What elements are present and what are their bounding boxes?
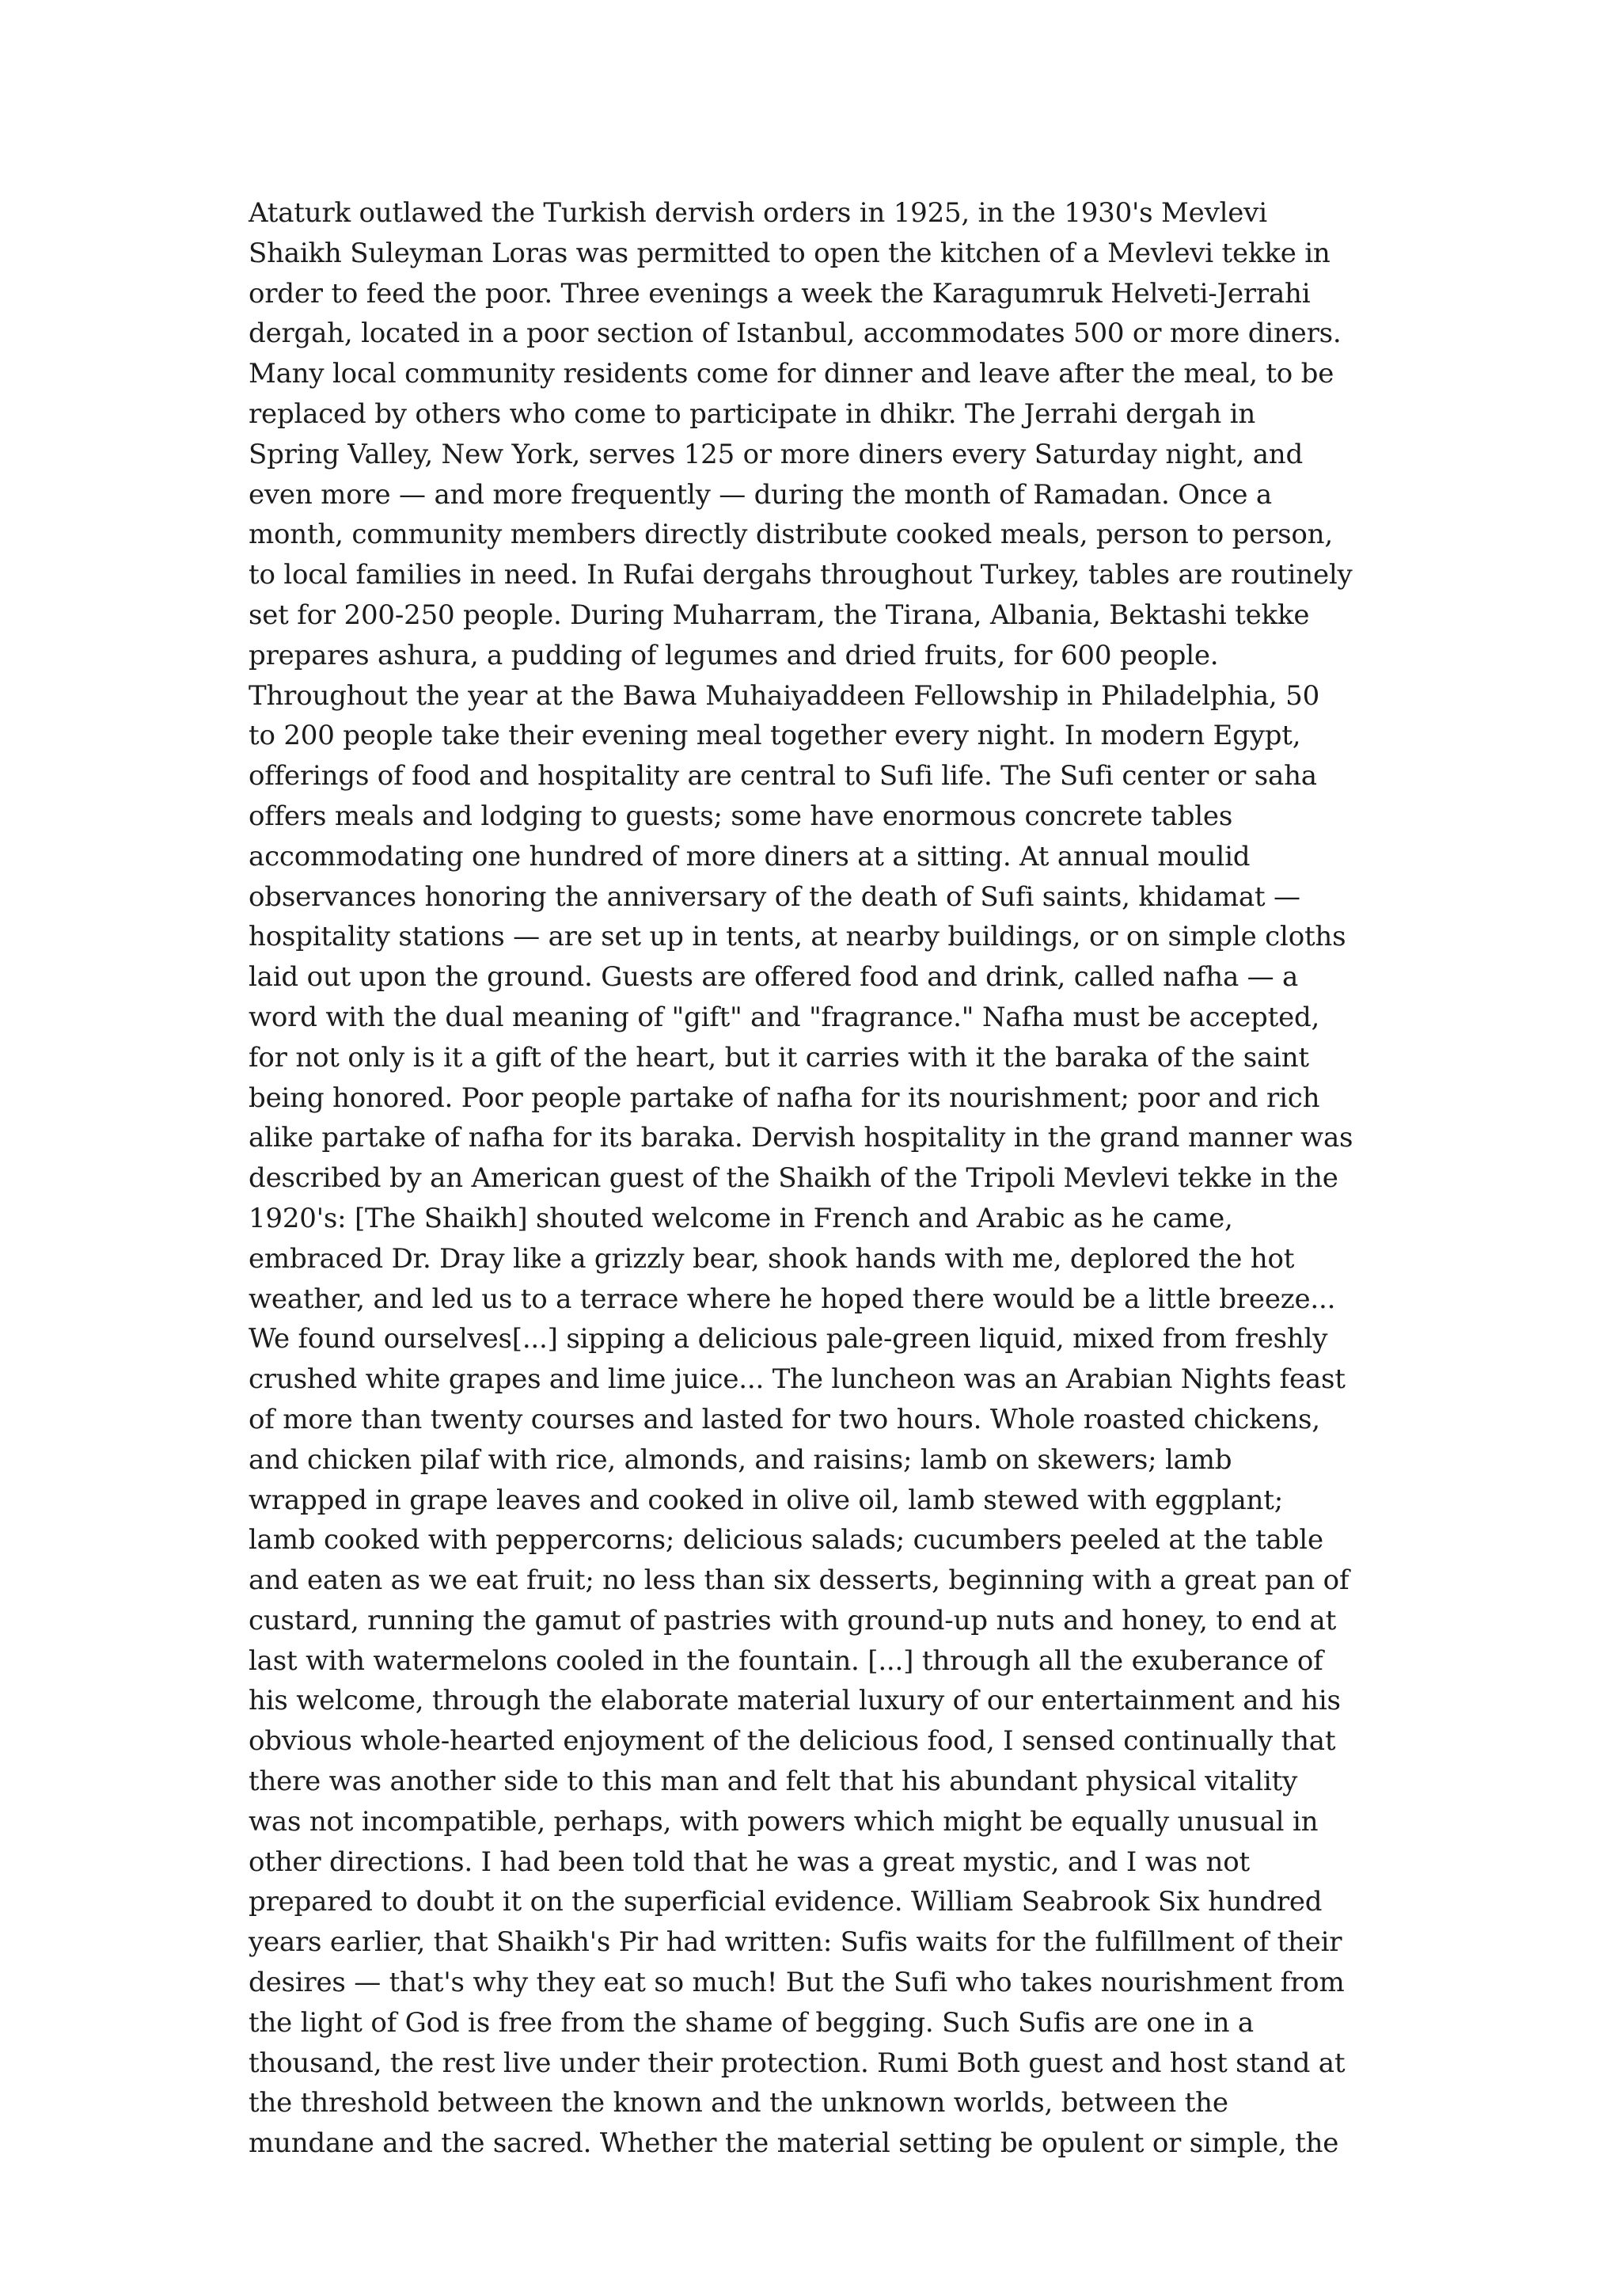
text-line: of more than twenty courses and lasted for two hours. Whole roasted chickens, bbox=[249, 1403, 1320, 1435]
text-line: offers meals and lodging to guests; some have enormous concrete tables bbox=[249, 800, 1233, 832]
text-line: Spring Valley, New York, serves 125 or more diners every Saturday night, and bbox=[249, 438, 1304, 470]
text-line: accommodating one hundred of more diners at a sitting. At annual moulid bbox=[249, 840, 1251, 872]
text-line: dergah, located in a poor section of Istanbul, accommodates 500 or more diners. bbox=[249, 317, 1342, 350]
text-line: Throughout the year at the Bawa Muhaiyaddeen Fellowship in Philadelphia, 50 bbox=[249, 679, 1320, 712]
text-line: observances honoring the anniversary of the death of Sufi saints, khidamat — bbox=[249, 880, 1300, 913]
text-line: alike partake of nafha for its baraka. Dervish hospitality in the grand manner was bbox=[249, 1122, 1353, 1154]
text-line: replaced by others who come to participate in dhikr. The Jerrahi dergah in bbox=[249, 397, 1256, 430]
text-line: Many local community residents come for dinner and leave after the meal, to be bbox=[249, 358, 1334, 390]
text-line: set for 200-250 people. During Muharram, the Tirana, Albania, Bektashi tekke bbox=[249, 599, 1310, 631]
text-line: Ataturk outlawed the Turkish dervish orders in 1925, in the 1930's Mevlevi bbox=[249, 197, 1267, 229]
text-line: described by an American guest of the Shaikh of the Tripoli Mevlevi tekke in the bbox=[249, 1162, 1338, 1195]
text-line: month, community members directly distribute cooked meals, person to person, bbox=[249, 519, 1333, 551]
text-line: crushed white grapes and lime juice... The luncheon was an Arabian Nights feast bbox=[249, 1363, 1346, 1396]
text-line: last with watermelons cooled in the fountain. [...] through all the exuberance of bbox=[249, 1644, 1323, 1677]
text-line: and eaten as we eat fruit; no less than six desserts, beginning with a great pan of bbox=[249, 1564, 1350, 1597]
text-line: embraced Dr. Dray like a grizzly bear, shook hands with me, deplored the hot bbox=[249, 1242, 1295, 1275]
text-line: mundane and the sacred. Whether the material setting be opulent or simple, the bbox=[249, 2127, 1339, 2160]
text-line: We found ourselves[...] sipping a delicious pale-green liquid, mixed from freshly bbox=[249, 1323, 1328, 1355]
text-line: laid out upon the ground. Guests are offered food and drink, called nafha — a bbox=[249, 961, 1299, 994]
text-line: there was another side to this man and felt that his abundant physical vitality bbox=[249, 1766, 1298, 1798]
text-line: thousand, the rest live under their protection. Rumi Both guest and host stand at bbox=[249, 2047, 1346, 2079]
text-line: desires — that's why they eat so much! But the Sufi who takes nourishment from bbox=[249, 1967, 1345, 1999]
text-line: weather, and led us to a terrace where he hoped there would be a little breeze... bbox=[249, 1283, 1336, 1315]
text-line: Shaikh Suleyman Loras was permitted to open the kitchen of a Mevlevi tekke in bbox=[249, 237, 1331, 269]
text-line: the threshold between the known and the unknown worlds, between the bbox=[249, 2087, 1228, 2119]
text-line: wrapped in grape leaves and cooked in olive oil, lamb stewed with eggplant; bbox=[249, 1484, 1283, 1516]
text-line: hospitality stations — are set up in tents, at nearby buildings, or on simple cloths bbox=[249, 921, 1346, 953]
text-line: word with the dual meaning of "gift" and "fragrance." Nafha must be accepted, bbox=[249, 1001, 1320, 1033]
text-line: prepared to doubt it on the superficial evidence. William Seabrook Six hundred bbox=[249, 1886, 1323, 1918]
text-line: the light of God is free from the shame of begging. Such Sufis are one in a bbox=[249, 2006, 1254, 2039]
text-line: to local families in need. In Rufai dergahs throughout Turkey, tables are routinely bbox=[249, 559, 1353, 591]
text-line: his welcome, through the elaborate material luxury of our entertainment and his bbox=[249, 1685, 1341, 1717]
text-line: for not only is it a gift of the heart, but it carries with it the baraka of the saint bbox=[249, 1041, 1309, 1074]
text-line: other directions. I had been told that he was a great mystic, and I was not bbox=[249, 1846, 1250, 1878]
text-line: and chicken pilaf with rice, almonds, and raisins; lamb on skewers; lamb bbox=[249, 1443, 1232, 1476]
body-text bbox=[249, 193, 1388, 2164]
text-line: obvious whole-hearted enjoyment of the delicious food, I sensed continually that bbox=[249, 1725, 1336, 1758]
text-line: to 200 people take their evening meal together every night. In modern Egypt, bbox=[249, 720, 1301, 752]
text-line: being honored. Poor people partake of nafha for its nourishment; poor and rich bbox=[249, 1081, 1320, 1114]
text-line: order to feed the poor. Three evenings a week the Karagumruk Helveti-Jerrahi bbox=[249, 277, 1311, 310]
text-line: prepares ashura, a pudding of legumes and dried fruits, for 600 people. bbox=[249, 639, 1219, 671]
text-line: offerings of food and hospitality are central to Sufi life. The Sufi center or saha bbox=[249, 760, 1317, 793]
text-line: lamb cooked with peppercorns; delicious salads; cucumbers peeled at the table bbox=[249, 1524, 1323, 1557]
text-line: custard, running the gamut of pastries with ground-up nuts and honey, to end at bbox=[249, 1604, 1337, 1636]
text-line: even more — and more frequently — during the month of Ramadan. Once a bbox=[249, 478, 1272, 511]
text-line: was not incompatible, perhaps, with powers which might be equally unusual in bbox=[249, 1805, 1319, 1838]
text-line: years earlier, that Shaikh's Pir had written: Sufis waits for the fulfillment of their bbox=[249, 1926, 1342, 1959]
text-line: 1920's: [The Shaikh] shouted welcome in French and Arabic as he came, bbox=[249, 1202, 1233, 1234]
